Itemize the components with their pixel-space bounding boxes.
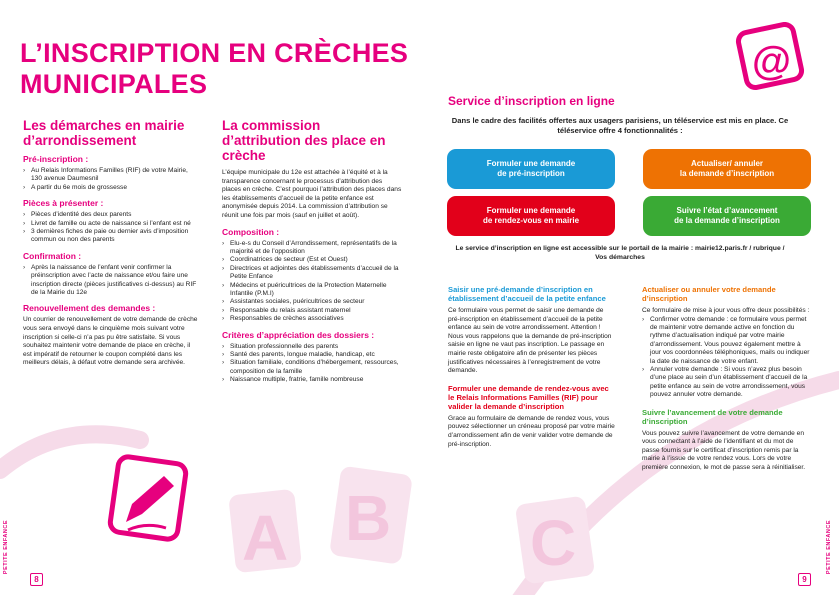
heading-criteres: Critères d’appréciation des dossiers : [222,329,375,340]
button-suivre-avancement[interactable]: Suivre l’état d’avancement de la demande d’inscription [643,196,811,236]
bg-letter-c: C [530,507,577,579]
column-demarches [23,118,198,368]
button-pre-inscription[interactable]: Formuler une demande de pré-inscription [447,149,615,189]
heading-service: Service d’inscription en ligne [448,94,615,108]
column-service-right [642,285,810,473]
text-suivre: Vous pouvez suivre l’avancement de votre demande en vous connectant à l’aide de l’identifiant et du mot de passe fournis sur le certificat d’inscription remis par la mairie à l’issue de votre rendez vous. Lors de votre première connexion, le mot de passe sera à réinitialiser. [642,429,806,472]
list-item: › Responsable du relais assistant maternel [222,307,402,315]
text-actualiser-intro: Ce formulaire de mise à jour vous offre deux possibilités : [642,307,810,314]
heading-suivre: Suivre l’avancement de votre demande d’inscription [642,407,783,426]
heading-renouvellement: Renouvellement des demandes : [23,303,156,314]
side-label-right: PETITE ENFANCE [826,520,832,575]
svg-text:@: @ [752,39,792,83]
text-renouvellement: Un courrier de renouvellement de votre demande de crèche vous sera envoyé dans le cinquième mois suivant votre inscription si celle-ci n’a pas pu être satisfaite. Si vous souhaitez maintenir votre demande de place en crèche, il est impératif de retourner le coupon complété dans les meilleurs délais, à défaut votre demande sera archivée. [23,316,198,367]
list-item: › Situation professionnelle des parents [222,343,402,351]
page-number-right: 9 [798,573,811,586]
list-item: › Pièces d’identité des deux parents [23,211,198,219]
heading-pieces: Pièces à présenter : [23,198,104,209]
list-item: › Situation familiale, conditions d’hébergement, ressources, composition de la famille [222,359,402,376]
list-item: › Responsables de crèches associatives [222,315,402,323]
list-item: › Au Relais Informations Familles (RIF) de votre Mairie, 130 avenue Daumesnil [23,167,198,184]
column-service-left [448,285,616,449]
list-criteres [222,343,402,385]
heading-preinscription: Pré-inscription : [23,154,89,164]
heading-confirmation: Confirmation : [23,250,82,261]
heading-saisir-pre-demande: Saisir une pré-demande d’inscription en établissement d’accueil de la petite enfance [448,285,606,303]
list-preinscription [23,167,198,192]
pencil-icon [106,452,192,546]
side-label-left: PETITE ENFANCE [3,520,9,575]
page-title: L’INSCRIPTION EN CRÈCHES MUNICIPALES [20,38,409,99]
heading-demarches: Les démarches en mairie d’arrondissement [23,118,185,148]
button-actualiser-annuler[interactable]: Actualiser/ annuler la demande d’inscription [643,149,811,189]
at-sign-icon [730,22,810,94]
list-item: › Elu-e-s du Conseil d’Arrondissement, représentatifs de la majorité et de l’opposition [222,240,402,257]
list-item: › Coordinatrices de secteur (Est et Ouest) [222,256,402,264]
list-item: › 3 dernières fiches de paie ou dernier avis d’imposition commun ou non des parents [23,228,198,245]
text-service-intro: Dans le cadre des facilités offertes aux usagers parisiens, un téléservice est mis en place. Ce téléservice offre 4 fonctionnalités : [451,116,789,135]
column-commission [222,118,402,385]
list-item: › Santé des parents, longue maladie, handicap, etc [222,351,402,359]
list-actualiser [642,316,810,400]
list-item: › Confirmer votre demande : ce formulaire vous permet de maintenir votre demande active en fonction du rythme d’actualisation indiqué par votre mairie d’arrondissement. Vous pouvez également mettre à jour vos coordonnées téléphoniques, mails ou indiquer la date de naissance de votre enfant. [642,316,810,366]
text-service-note: Le service d’inscription en ligne est accessible sur le portail de la mairie : mairie12.paris.fr / rubrique / Vos démarches [455,245,785,261]
text-saisir-pre-demande: Ce formulaire vous permet de saisir une demande de pré-inscription en établissement d’accueil de la petite enfance au sein de votre arrondissement. Attention ! Nous vous rappelons que la demande de pré-inscription saisie en ligne ne vaut pas inscription. Le passage en mairie reste obligatoire afin de présenter les pièces justificatives nécessaires à l’enregistrement de votre demande. [448,307,612,375]
list-item: › A partir du 6e mois de grossesse [23,184,198,192]
list-composition [222,240,402,324]
text-commission: L’équipe municipale du 12e est attachée à l’équité et à la transparence concernant le processus d’attribution des places en crèche. C’est pourquoi l’attribution des places dans les établissements d’accueil de la petite enfance est anonymisée depuis 2014. La commission d’attribution se réunit une fois par mois (sauf en juillet et août). [222,169,402,219]
list-pieces [23,211,198,245]
list-confirmation [23,264,198,298]
list-item: › Assistantes sociales, puéricultrices de secteur [222,298,402,306]
bg-letter-a: A [242,502,289,574]
list-item: › Directrices et adjointes des établissements d’accueil de la Petite Enfance [222,265,402,282]
text-rendez-vous: Grace au formulaire de demande de rendez vous, vous pouvez sélectionner un créneau proposé par votre mairie d’arrondissement afin de venir valider votre demande de pré-inscription. [448,414,615,448]
page-number-left: 8 [30,573,43,586]
heading-composition: Composition : [222,226,280,237]
list-item: › Médecins et puéricultrices de la Protection Maternelle Infantile (P.M.I) [222,282,402,299]
heading-commission: La commission d’attribution des place en crèche [222,118,386,163]
list-item: › Livret de famille ou acte de naissance si l’enfant est né [23,220,198,228]
list-item: › Annuler votre demande : Si vous n’avez plus besoin d’une place au sein d’un établissement d’accueil de la petite enfance au sein de votre arrondissement, vous pouvez annuler votre demande. [642,366,810,400]
list-item: › Naissance multiple, fratrie, famille nombreuse [222,376,402,384]
heading-rendez-vous: Formuler une demande de rendez-vous avec le Relais Informations Familles (RIF) pour valider la demande d’inscription [448,383,609,411]
bg-letter-b: B [345,482,392,554]
list-item: › Après la naissance de l’enfant venir confirmer la préinscription avec l’acte de naissance et/ou faire une inscription directe (pièces justificatives ci-dessus) au RIF de la Mairie du 12e [23,264,198,298]
heading-actualiser: Actualiser ou annuler votre demande d’inscription [642,285,776,303]
button-rendez-vous[interactable]: Formuler une demande de rendez-vous en mairie [447,196,615,236]
